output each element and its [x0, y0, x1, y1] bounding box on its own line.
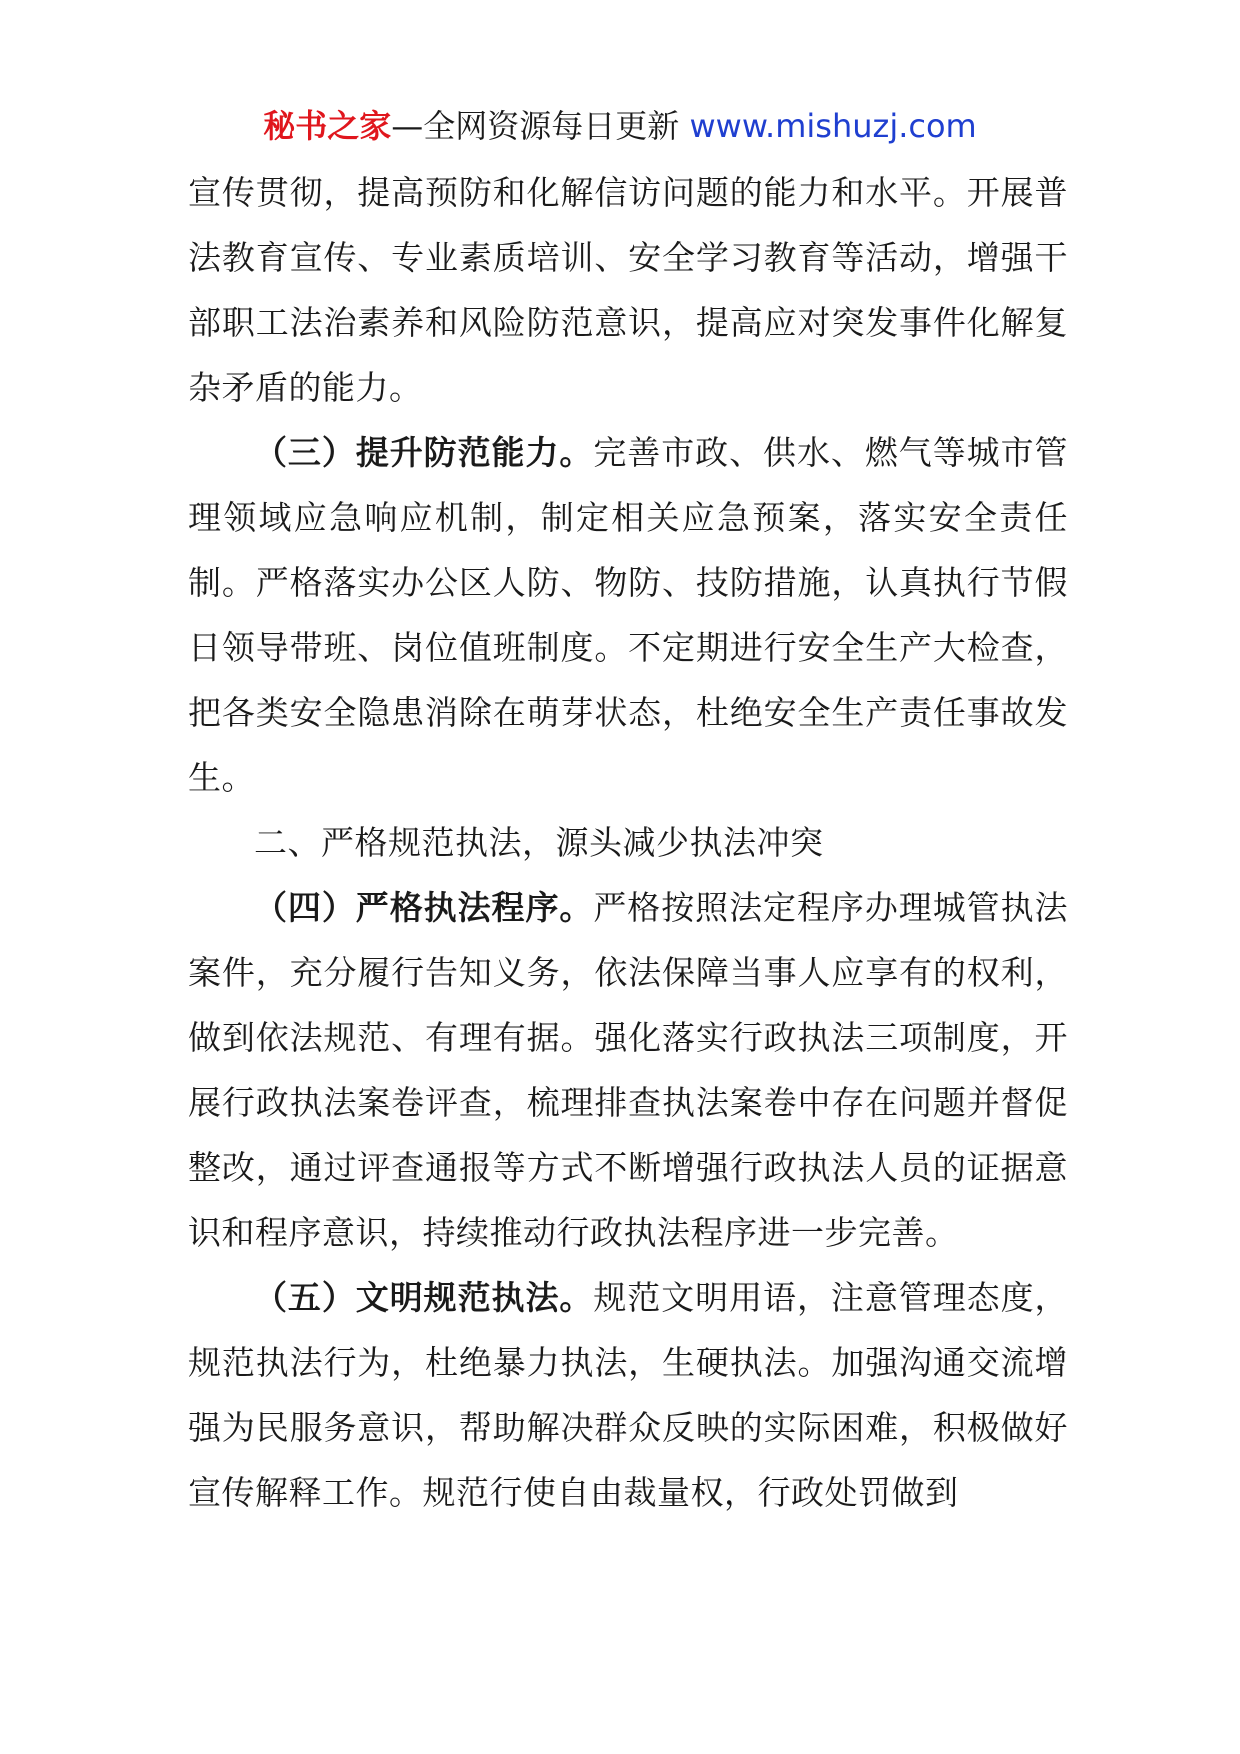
section-3-body: 完善市政、供水、燃气等城市管理领域应急响应机制，制定相关应急预案，落实安全责任制。严格落实办公区人防、物防、技防措施，认真执行节假日领导带班、岗位值班制度。不定期进行安全生产大检查，把各类安全隐患消除在萌芽状态，杜绝安全生产责任事故发生。: [188, 433, 1069, 797]
paragraph-continued: 宣传贯彻，提高预防和化解信访问题的能力和水平。开展普法教育宣传、专业素质培训、安全学习教育等活动，增强干部职工法治素养和风险防范意识，提高应对突发事件化解复杂矛盾的能力。: [188, 173, 1068, 407]
document-body: [188, 160, 1068, 1525]
section-4-body: 严格按照法定程序办理城管执法案件，充分履行告知义务，依法保障当事人应享有的权利，做到依法规范、有理有据。强化落实行政执法三项制度，开展行政执法案卷评查，梳理排查执法案卷中存在问题并督促整改，通过评查通报等方式不断增强行政执法人员的证据意识和程序意识，持续推动行政执法程序进一步完善。: [188, 888, 1069, 1252]
section-4-heading: （四）严格执法程序。: [254, 888, 594, 927]
header-url-link[interactable]: www.mishuzj.com: [689, 107, 977, 145]
section-5-body: 规范文明用语，注意管理态度，规范执法行为，杜绝暴力执法，生硬执法。加强沟通交流增强为民服务意识，帮助解决群众反映的实际困难，积极做好宣传解释工作。规范行使自由裁量权，行政处罚做到: [188, 1278, 1069, 1512]
header-tagline: —全网资源每日更新: [391, 107, 690, 145]
brand-name: 秘书之家: [263, 107, 392, 145]
paragraph-section-3: [188, 420, 1068, 810]
section-5-heading: （五）文明规范执法。: [254, 1278, 594, 1317]
paragraph-section-5: [188, 1265, 1068, 1525]
paragraph-section-4: [188, 875, 1068, 1265]
chapter-heading-2: 二、严格规范执法，源头减少执法冲突: [254, 823, 824, 862]
watermark-header: [0, 104, 1240, 148]
section-3-heading: （三）提升防范能力。: [254, 433, 594, 472]
